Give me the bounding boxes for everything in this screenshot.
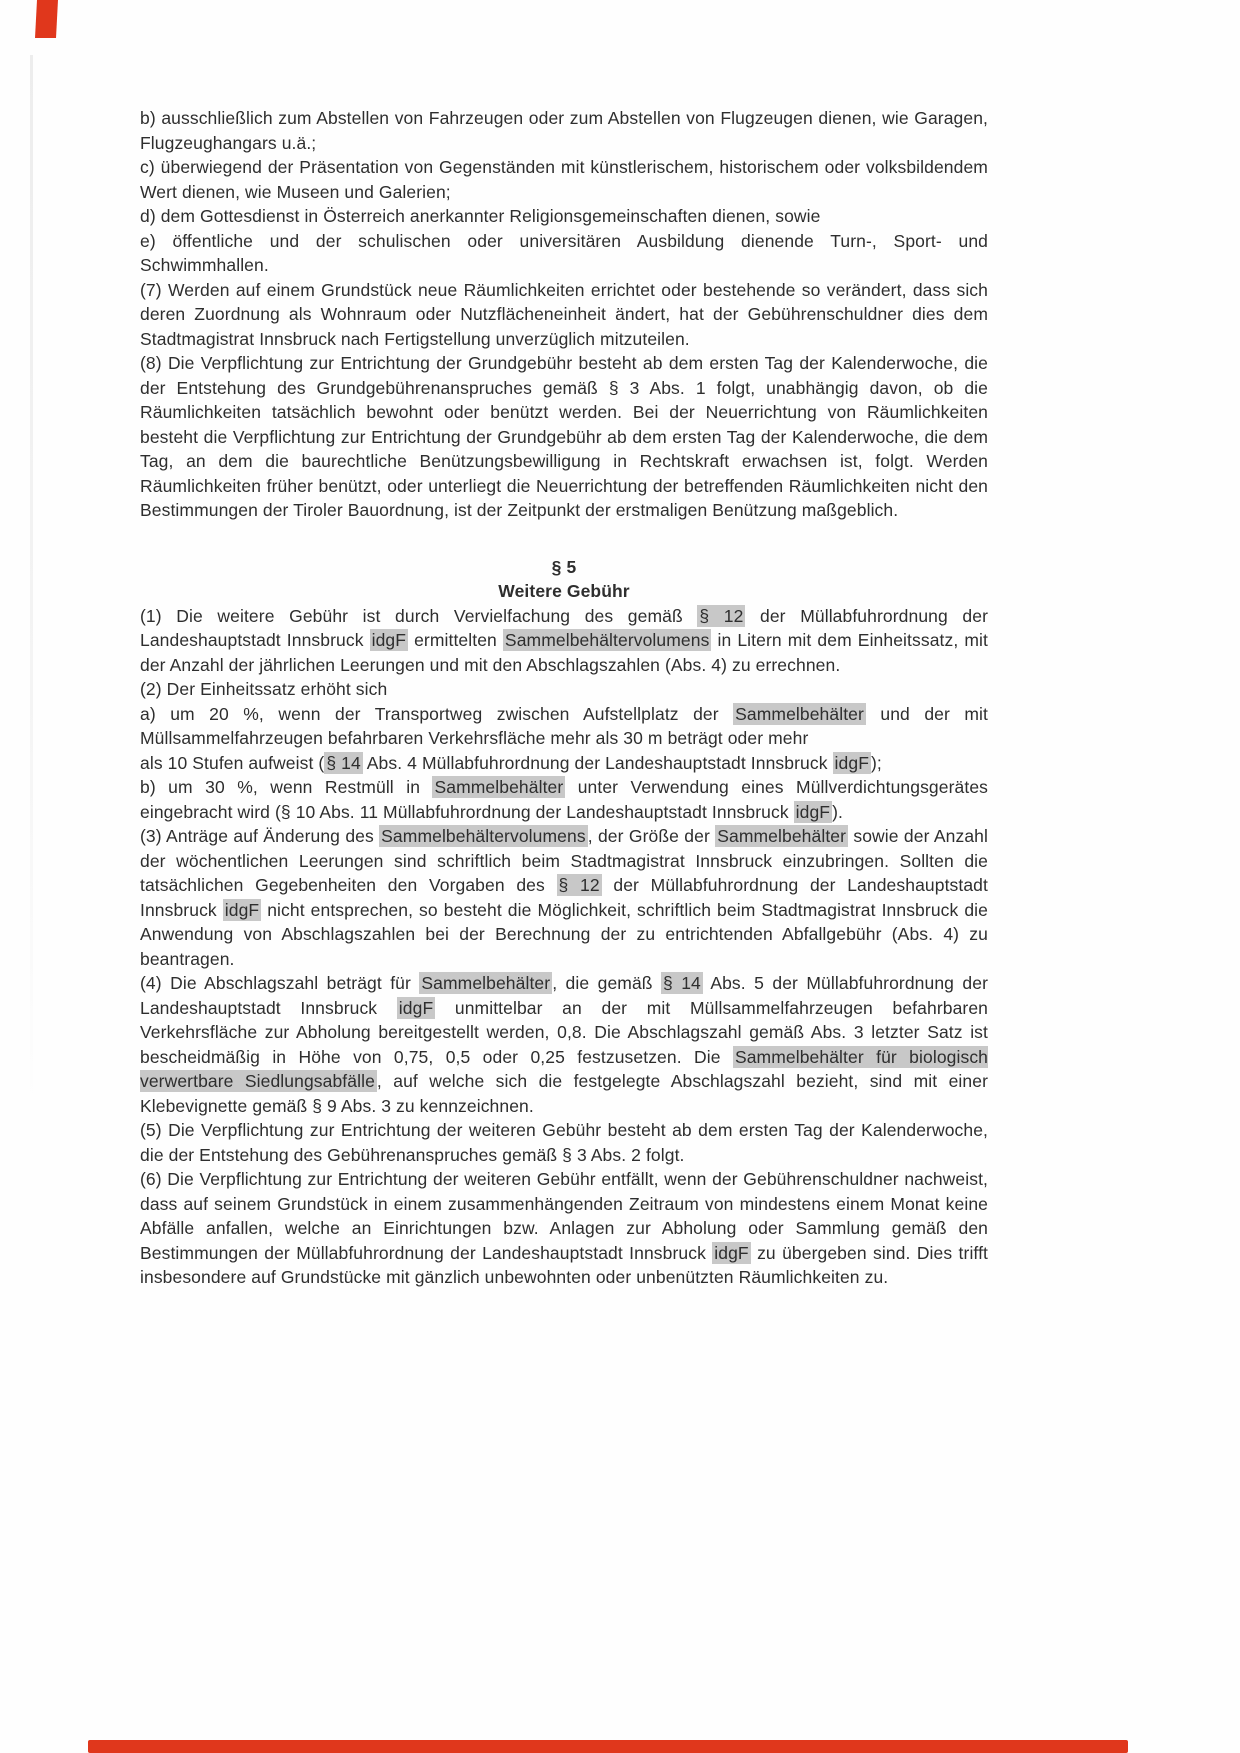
text-segment: Abs. 4 Müllabfuhrordnung der Landeshauptstadt Innsbruck <box>362 752 833 773</box>
paragraph <box>140 677 988 702</box>
document-body <box>140 106 988 1290</box>
highlighted-text: § 12 <box>699 605 744 626</box>
text-segment: der Müllabfuhrordnung der Landeshauptstadt Innsbruck <box>140 605 989 650</box>
text-segment: (7) Werden auf einem Grundstück neue Räumlichkeiten errichtet oder bestehende so verändert, dass sich deren Zuordnung als Wohnraum oder Nutzflächeneinheit ändert, hat der Gebührenschuldner dies dem Stadtmagistrat Innsbruck nach Fertigstellung unverzüglich mitzuteilen. <box>140 279 988 349</box>
highlighted-text: § 14 <box>326 752 361 773</box>
text-segment: in Litern mit dem Einheitssatz, mit der Anzahl der jährlichen Leerungen und mit den Abschlagszahlen (Abs. 4) zu errechnen. <box>140 630 988 675</box>
highlighted-text: Sammelbehälter <box>421 973 551 993</box>
highlighted-text: Sammelbehälter <box>434 777 564 797</box>
section-heading <box>140 555 988 580</box>
section-heading <box>140 579 988 604</box>
highlighted-text: § 12 <box>558 875 600 895</box>
text-segment: (5) Die Verpflichtung zur Entrichtung der weiteren Gebühr besteht ab dem ersten Tag der Kalenderwoche, die der Entstehung des Gebührenanspruches gemäß § 3 Abs. 2 folgt. <box>140 1120 988 1165</box>
paragraph <box>140 775 988 824</box>
text-segment: nicht entsprechen, so besteht die Möglichkeit, schriftlich beim Stadtmagistrat Innsbruck die Anwendung von Abschlagszahlen bei der Berechnung der zu entrichtenden Abfallgebühr (Abs. 4) zu beantragen. <box>140 899 988 969</box>
text-segment: (3) Anträge auf Änderung des <box>140 826 380 846</box>
text-segment: zu übergeben sind. Dies trifft insbesondere auf Grundstücke mit gänzlich unbewohnten oder unbenützten Räumlichkeiten zu. <box>140 1242 989 1287</box>
text-segment: , auf welche sich die festgelegte Abschlagszahl bezieht, sind mit einer Klebevignette gemäß § 9 Abs. 3 zu kennzeichnen. <box>140 1071 988 1116</box>
paragraph <box>140 351 988 523</box>
highlighted-text: idgF <box>714 1242 749 1263</box>
text-segment: und der mit Müllsammelfahrzeugen befahrbaren Verkehrsfläche mehr als 30 m beträgt oder mehr <box>140 703 988 748</box>
highlighted-text: idgF <box>398 997 434 1018</box>
highlighted-text: Sammelbehältervolumens <box>504 630 710 650</box>
text-segment: (6) Die Verpflichtung zur Entrichtung der weiteren Gebühr entfällt, wenn der Gebührenschuldner nachweist, dass auf seinem Grundstück in einem zusammenhängenden Zeitraum von mindestens einem Monat keine Abfälle anfallen, welche an Einrichtungen bzw. Anlagen zur Abholung oder Sammlung gemäß den Bestimmungen der Müllabfuhrordnung der Landeshauptstadt Innsbruck <box>140 1169 988 1263</box>
highlighted-text: § 14 <box>662 973 701 993</box>
paragraph <box>140 229 988 278</box>
paragraph <box>140 604 988 678</box>
text-segment: Weitere Gebühr <box>498 581 630 601</box>
highlighted-text: idgF <box>795 801 831 822</box>
text-segment: a) um 20 %, wenn der Transportweg zwischen Aufstellplatz der <box>140 703 734 724</box>
paragraph <box>140 106 988 155</box>
scan-edge-artifact <box>30 55 33 1115</box>
text-segment: unmittelbar an der mit Müllsammelfahrzeugen befahrbaren Verkehrsfläche zur Abholung bereitgestellt werden, 0,8. Die Abschlagszahl gemäß Abs. 3 letzter Satz ist bescheidmäßig in Höhe von 0,75, 0,5 oder 0,25 festzusetzen. Die <box>140 997 988 1067</box>
paragraph <box>140 155 988 204</box>
paragraph <box>140 1118 988 1167</box>
text-segment: , der Größe der <box>587 826 716 846</box>
highlighted-text: idgF <box>224 899 260 920</box>
highlighted-text: Sammelbehältervolumens <box>381 826 586 846</box>
text-segment: der Müllabfuhrordnung der Landeshauptstadt Innsbruck <box>140 875 988 920</box>
text-segment: ermittelten <box>408 630 503 650</box>
text-segment: (2) Der Einheitssatz erhöht sich <box>140 679 388 699</box>
highlighted-text: Sammelbehälter für biologisch verwertbare Siedlungsabfälle <box>140 1046 989 1091</box>
paragraph <box>140 824 988 971</box>
paragraph <box>140 278 988 352</box>
text-segment: e) öffentliche und der schulischen oder universitären Ausbildung dienende Turn-, Sport- und Schwimmhallen. <box>140 230 988 275</box>
red-corner-mark <box>35 0 58 38</box>
text-segment: (8) Die Verpflichtung zur Entrichtung der Grundgebühr besteht ab dem ersten Tag der Kalenderwoche, die der Entstehung des Grundgebührenanspruches gemäß § 3 Abs. 1 folgt, unabhängig davon, ob die Räumlichkeiten tatsächlich bewohnt oder benützt werden. Bei der Neuerrichtung von Räumlichkeiten besteht die Verpflichtung zur Entrichtung der Grundgebühr ab dem ersten Tag der Kalenderwoche, die dem Tag, an dem die baurechtliche Benützungsbewilligung in Rechtskraft erwachsen ist, folgt. Werden Räumlichkeiten früher benützt, oder unterliegt die Neuerrichtung der betreffenden Räumlichkeiten nicht den Bestimmungen der Tiroler Bauordnung, ist der Zeitpunkt der erstmaligen Benützung maßgeblich. <box>140 353 988 520</box>
text-segment: (1) Die weitere Gebühr ist durch Vervielfachung des gemäß <box>140 605 698 626</box>
text-segment: (4) Die Abschlagszahl beträgt für <box>140 973 420 993</box>
text-segment: b) um 30 %, wenn Restmüll in <box>140 777 433 797</box>
highlighted-text: Sammelbehälter <box>735 703 864 724</box>
highlighted-text: idgF <box>834 752 869 773</box>
text-segment: Abs. 5 der Müllabfuhrordnung der Landeshauptstadt Innsbruck <box>140 973 989 1018</box>
text-segment: sowie der Anzahl der wöchentlichen Leerungen sind schriftlich beim Stadtmagistrat Innsbruck einzubringen. Sollten die tatsächlichen Gegebenheiten den Vorgaben des <box>140 826 988 895</box>
text-segment: als 10 Stufen aufweist ( <box>140 752 325 773</box>
text-segment: unter Verwendung eines Müllverdichtungsgerätes eingebracht wird (§ 10 Abs. 11 Müllabfuhrordnung der Landeshauptstadt Innsbruck <box>140 777 989 822</box>
text-segment: d) dem Gottesdienst in Österreich anerkannter Religionsgemeinschaften dienen, sowie <box>140 206 821 226</box>
text-segment: § 5 <box>551 556 577 577</box>
text-segment: c) überwiegend der Präsentation von Gegenständen mit künstlerischem, historischem oder volksbildendem Wert dienen, wie Museen und Galerien; <box>140 157 988 202</box>
text-segment: ); <box>871 752 882 773</box>
red-bottom-strip <box>88 1740 1128 1753</box>
text-segment: b) ausschließlich zum Abstellen von Fahrzeugen oder zum Abstellen von Flugzeugen dienen, wie Garagen, Flugzeughangars u.ä.; <box>140 108 988 153</box>
paragraph <box>140 204 988 229</box>
highlighted-text: idgF <box>371 630 407 650</box>
paragraph <box>140 702 988 776</box>
paragraph <box>140 1167 988 1290</box>
text-segment: ). <box>832 801 843 822</box>
paragraph <box>140 971 988 1118</box>
text-segment: , die gemäß <box>552 973 661 993</box>
highlighted-text: Sammelbehälter <box>717 826 847 846</box>
